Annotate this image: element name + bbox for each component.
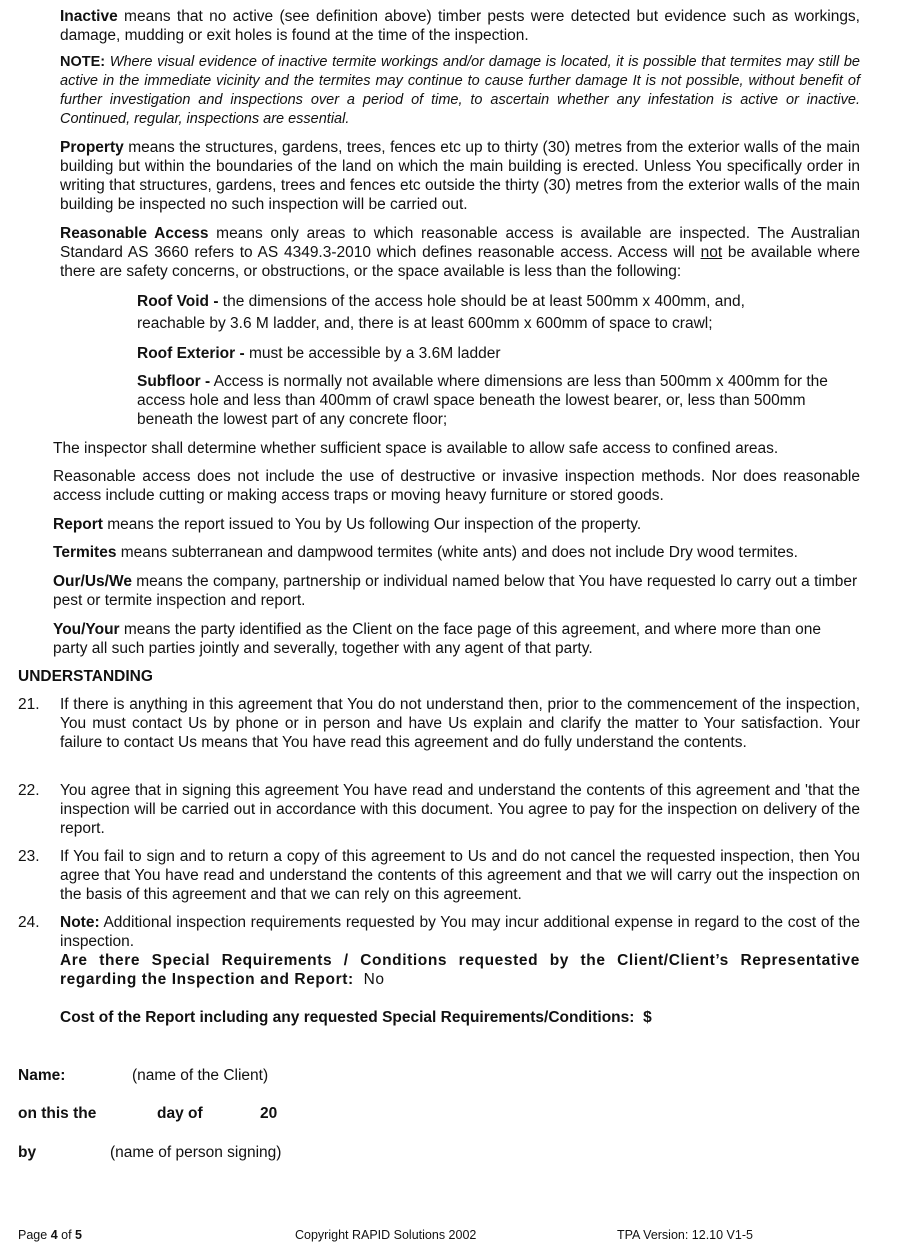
version-label: TPA Version: 12.10 V1-5 bbox=[617, 1228, 753, 1242]
term-subfloor: Subfloor - bbox=[137, 373, 211, 390]
page-indicator: Page 4 of 5 bbox=[18, 1228, 82, 1242]
definition-our-us-we-text: means the company, partnership or individual named below that You have requested lo carry out a timber pest or termite inspection and report. bbox=[53, 573, 858, 609]
term-our-us-we: Our/Us/We bbox=[53, 573, 132, 590]
roof-void-line-1: the dimensions of the access hole should be at least 500mm x 400mm, and, bbox=[218, 293, 745, 310]
term-inactive: Inactive bbox=[60, 8, 118, 25]
subfloor-item bbox=[137, 372, 852, 429]
term-termites: Termites bbox=[53, 544, 117, 561]
roof-exterior-text: must be accessible by a 3.6M ladder bbox=[244, 345, 501, 362]
definition-inactive-text: means that no active (see definition above) timber pests were detected but evidence such as workings, damage, mudding or exit holes is found at the time of the inspection. bbox=[60, 8, 860, 44]
clause-22-text: You agree that in signing this agreement You have read and understand the contents of this agreement and 'that the inspection will be carried out in accordance with this document. You agree to pay for the inspection on delivery of the report. bbox=[60, 782, 860, 837]
clause-number-23: 23. bbox=[18, 848, 40, 865]
roof-exterior-item bbox=[137, 344, 857, 363]
roof-void-line-2: reachable by 3.6 M ladder, and, there is at least 600mm x 600mm of space to crawl; bbox=[137, 315, 713, 332]
page-number: 4 bbox=[50, 1228, 58, 1242]
clause-number-24: 24. bbox=[18, 914, 40, 931]
copyright-notice: Copyright RAPID Solutions 2002 bbox=[295, 1228, 477, 1242]
term-roof-exterior: Roof Exterior - bbox=[137, 345, 245, 362]
cost-line bbox=[60, 1008, 860, 1027]
understanding-heading: UNDERSTANDING bbox=[18, 668, 153, 685]
special-requirements-question: Are there Special Requirements / Conditions requested by the Client/Client’s Representative regarding the Inspection and Report: bbox=[60, 952, 860, 988]
definition-inactive bbox=[60, 7, 860, 45]
definition-you-your bbox=[53, 620, 843, 658]
term-you-your: You/Your bbox=[53, 621, 120, 638]
reasonable-access-text-2: be available where there are safety concerns, or obstructions, or the space available is less than the following: bbox=[60, 244, 860, 280]
term-property: Property bbox=[60, 139, 124, 156]
by-hint: (name of person signing) bbox=[110, 1144, 282, 1161]
reasonable-access-text-1: means only areas to which reasonable access is available are inspected. The Australian Standard AS 3660 refers to AS 4349.3-2010 which defines reasonable access. Access will bbox=[60, 225, 860, 261]
subfloor-text: Access is normally not available where dimensions are less than 500mm x 400mm for the access hole and less than 400mm of crawl space beneath the lowest bearer, or, less than 500mm beneath the lowest part of any concrete floor; bbox=[137, 373, 828, 428]
definition-report-text: means the report issued to You by Us following Our inspection of the property. bbox=[102, 516, 642, 533]
clause-24-text: Additional inspection requirements requested by You may incur additional expense in regard to the cost of the inspection. bbox=[60, 914, 860, 950]
definition-reasonable-access bbox=[60, 224, 860, 281]
note-paragraph bbox=[60, 53, 860, 129]
definition-you-your-text: means the party identified as the Client on the face page of this agreement, and where more than one party all such parties jointly and severally, together with any agent of that party. bbox=[53, 621, 821, 657]
reasonable-access-note-paragraph bbox=[53, 467, 860, 505]
term-roof-void: Roof Void - bbox=[137, 293, 219, 310]
name-label: Name: bbox=[18, 1067, 66, 1084]
definition-report bbox=[53, 515, 863, 534]
definition-property-text: means the structures, gardens, trees, fences etc up to thirty (30) metres from the exterior walls of the main building but within the boundaries of the land on which the main building is erected. Unless You specifically order in writing that structures, gardens, trees and fences etc outside the thirty (30) metres from the exterior walls of the main building be inspected no such inspection will be carried out. bbox=[60, 139, 860, 213]
definition-property bbox=[60, 138, 860, 214]
clause-23-text: If You fail to sign and to return a copy of this agreement to Us and do not cancel the requested inspection, then You agree that You have read and understand the contents of this agreement and that we will carry out the inspection on the basis of this agreement and that we can rely on this agreement. bbox=[60, 848, 860, 903]
term-report: Report bbox=[53, 516, 103, 533]
clause-21-text: If there is anything in this agreement that You do not understand then, prior to the commencement of the inspection, You must contact Us by phone or in person and have Us explain and clarify the matter to Your satisfaction. Your failure to contact Us means that You have read this agreement and do fully understand the contents. bbox=[60, 696, 860, 751]
clause-number-22: 22. bbox=[18, 782, 40, 799]
inspector-paragraph bbox=[53, 439, 863, 458]
definition-our-us-we bbox=[53, 572, 858, 610]
definition-termites bbox=[53, 543, 863, 562]
page-total: 5 bbox=[75, 1228, 82, 1242]
reasonable-access-note-text: Reasonable access does not include the use of destructive or invasive inspection methods. Nor does reasonable access include cutting or making access traps or moving heavy furniture or stored goods. bbox=[53, 468, 860, 504]
cost-value: $ bbox=[643, 1009, 652, 1026]
on-this-the-label: on this the bbox=[18, 1105, 97, 1122]
reasonable-access-underlined: not bbox=[700, 244, 723, 261]
clause-number-21: 21. bbox=[18, 696, 40, 713]
special-requirements-answer: No bbox=[363, 971, 385, 988]
note-label: NOTE: bbox=[60, 54, 106, 70]
roof-void-item bbox=[137, 291, 857, 335]
cost-label: Cost of the Report including any requested Special Requirements/Conditions: bbox=[60, 1009, 635, 1026]
day-of-label: day of bbox=[157, 1105, 203, 1122]
clause-24 bbox=[60, 913, 860, 989]
term-reasonable-access: Reasonable Access bbox=[60, 225, 209, 242]
clause-24-label: Note: bbox=[60, 914, 100, 931]
by-label: by bbox=[18, 1144, 37, 1161]
definition-termites-text: means subterranean and dampwood termites (white ants) and does not include Dry wood termites. bbox=[116, 544, 798, 561]
name-hint: (name of the Client) bbox=[132, 1067, 269, 1084]
note-text: Where visual evidence of inactive termite workings and/or damage is located, it is possible that termites may still be active in the immediate vicinity and the termites may continue to cause further damage It is not possible, without benefit of further investigation and inspections over a period of time, to ascertain whether any infestation is active or inactive. Continued, regular, inspections are essential. bbox=[60, 54, 860, 127]
year-prefix: 20 bbox=[260, 1105, 278, 1122]
inspector-text: The inspector shall determine whether sufficient space is available to allow safe access to confined areas. bbox=[53, 440, 779, 457]
